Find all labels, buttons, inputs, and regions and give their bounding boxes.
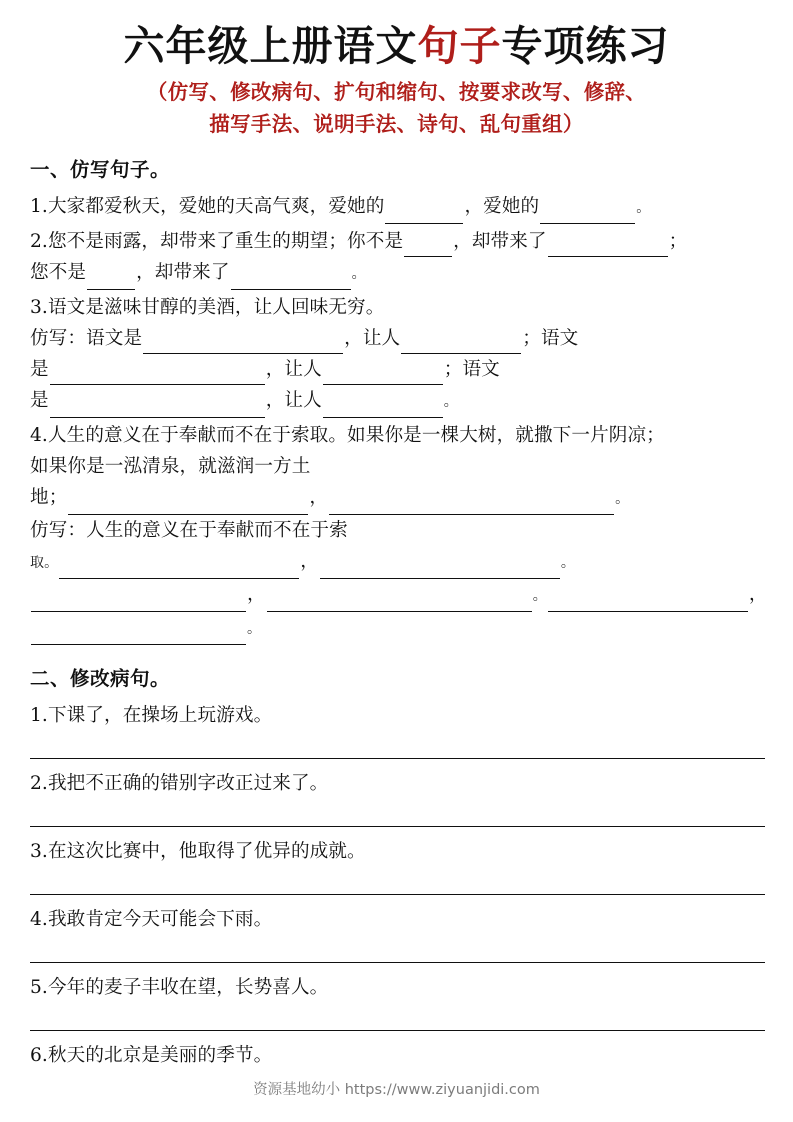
question-item (30, 904, 765, 963)
fill-in-blank[interactable] (320, 561, 560, 579)
question-text: 取。 (30, 554, 59, 571)
fill-in-blank[interactable] (323, 400, 443, 418)
question-line (30, 768, 765, 799)
fill-in-blank[interactable] (31, 627, 246, 645)
question-text: ，让人 (344, 327, 401, 349)
fill-in-blank[interactable] (404, 239, 452, 257)
fill-in-blank[interactable] (68, 497, 308, 515)
question-text: 是 (30, 358, 49, 380)
question-line (30, 226, 765, 257)
question-item (30, 1040, 765, 1071)
question-text: ，却带来了 (453, 230, 547, 252)
question-prompt: 如果你是一泓清泉，就滋润一方土 (30, 455, 311, 477)
question-text: ，让人 (265, 358, 322, 380)
question-number: 1. (30, 704, 48, 726)
fill-in-blank[interactable] (50, 400, 265, 418)
question-text: ， (309, 486, 329, 508)
answer-rule[interactable] (30, 894, 765, 895)
question-text: ，却带来了 (136, 261, 230, 283)
question-text: 您不是 (30, 261, 87, 283)
question-item (30, 836, 765, 895)
title-block (0, 0, 793, 140)
question-item (30, 700, 765, 759)
question-line (30, 546, 765, 579)
question-line (30, 257, 765, 290)
subtitle-line-1: （仿写、修改病句、扩句和缩句、按要求改写、修辞、 (146, 80, 647, 105)
question-text: 在这次比赛中，他取得了优异的成就。 (47, 840, 366, 862)
question-text: 您不是雨露，却带来了重生的期望；你不是 (47, 230, 404, 252)
title-lead: 六年级上册语文 (123, 22, 418, 70)
subtitle-line-2: 描写手法、说明手法、诗句、乱句重组） (209, 111, 584, 136)
question-number: 6. (30, 1044, 48, 1066)
question-text: ，爱她的 (464, 195, 540, 217)
question-item (30, 768, 765, 827)
question-line (30, 515, 765, 546)
question-line (30, 904, 765, 935)
answer-rule[interactable] (30, 758, 765, 759)
fill-in-blank[interactable] (401, 336, 521, 354)
page-title (0, 22, 793, 70)
question-item (30, 226, 765, 290)
section-heading-xiugai: 二、修改病句。 (30, 666, 171, 690)
fill-in-blank[interactable] (385, 206, 463, 224)
question-line (30, 385, 765, 418)
question-text: 地； (30, 486, 68, 508)
question-text: ； (668, 230, 688, 252)
question-text: ，让人 (265, 389, 322, 411)
answer-rule[interactable] (30, 962, 765, 963)
fill-in-blank[interactable] (31, 594, 246, 612)
question-item (30, 420, 768, 645)
answer-rule[interactable] (30, 1030, 765, 1031)
question-text: 大家都爱秋天，爱她的天高气爽，爱她的 (47, 195, 385, 217)
question-text: 今年的麦子丰收在望，长势喜人。 (47, 976, 329, 998)
question-text: 。 (615, 490, 630, 507)
question-line (30, 579, 768, 612)
fill-in-blank[interactable] (231, 272, 351, 290)
question-item (30, 292, 765, 418)
question-text: ；语文 (443, 358, 500, 380)
question-number: 3. (30, 840, 48, 862)
fill-in-blank[interactable] (50, 367, 265, 385)
question-text: ；语文 (522, 327, 579, 349)
question-line (30, 354, 765, 385)
fill-in-blank[interactable] (87, 272, 135, 290)
question-number: 4. (30, 908, 48, 930)
question-text: 我敢肯定今天可能会下雨。 (47, 908, 273, 930)
question-line (30, 612, 765, 645)
footer-watermark: 资源基地幼小 https://www.ziyuanjidi.com (253, 1082, 540, 1098)
fill-in-blank[interactable] (323, 367, 443, 385)
question-number: 3. (30, 296, 48, 318)
question-line (30, 292, 765, 323)
question-text: 。 (560, 554, 576, 571)
question-text: 秋天的北京是美丽的季节。 (47, 1044, 273, 1066)
question-text: 。 (247, 620, 262, 637)
section-heading-fangxie: 一、仿写句子。 (30, 157, 171, 181)
fill-in-blank[interactable] (59, 561, 299, 579)
answer-rule[interactable] (30, 826, 765, 827)
question-text: ， (247, 583, 266, 605)
question-prompt: 人生的意义在于奉献而不在于索取。如果你是一棵大树，就撒下一片阴凉； (47, 424, 665, 446)
question-text: 。 (443, 393, 458, 410)
question-line (30, 836, 765, 867)
fill-in-blank[interactable] (267, 594, 532, 612)
question-line (30, 191, 765, 224)
question-text: 仿写：人生的意义在于奉献而不在于索 (30, 519, 348, 541)
fill-in-blank[interactable] (548, 594, 748, 612)
fill-in-blank[interactable] (143, 336, 343, 354)
worksheet-content (0, 154, 793, 1071)
question-line (30, 972, 765, 1003)
question-line (30, 700, 765, 731)
page-subtitle (0, 77, 793, 139)
question-line (30, 420, 765, 451)
question-number: 2. (30, 230, 48, 252)
question-line (30, 451, 765, 482)
question-text: 。 (636, 199, 651, 216)
fill-in-blank[interactable] (548, 239, 668, 257)
fill-in-blank[interactable] (329, 497, 614, 515)
title-accent: 句子 (417, 22, 502, 70)
question-line (30, 1040, 765, 1071)
question-line (30, 482, 765, 515)
question-text: ， (300, 550, 319, 572)
question-text: 我把不正确的错别字改正过来了。 (47, 772, 329, 794)
question-text: ， (748, 583, 768, 605)
question-item (30, 972, 765, 1031)
question-text: 下课了，在操场上玩游戏。 (47, 704, 273, 726)
title-tail: 专项练习 (501, 22, 670, 70)
question-text: 。 (532, 587, 547, 604)
question-number: 2. (30, 772, 48, 794)
question-item (30, 191, 765, 224)
question-prompt: 语文是滋味甘醇的美酒，让人回味无穷。 (47, 296, 385, 318)
question-text: 。 (351, 265, 366, 282)
question-number: 1. (30, 195, 48, 217)
question-number: 5. (30, 976, 48, 998)
question-text: 仿写：语文是 (30, 327, 143, 349)
question-line (30, 323, 765, 354)
fill-in-blank[interactable] (540, 206, 635, 224)
question-text: 是 (30, 389, 49, 411)
question-number: 4. (30, 424, 48, 446)
